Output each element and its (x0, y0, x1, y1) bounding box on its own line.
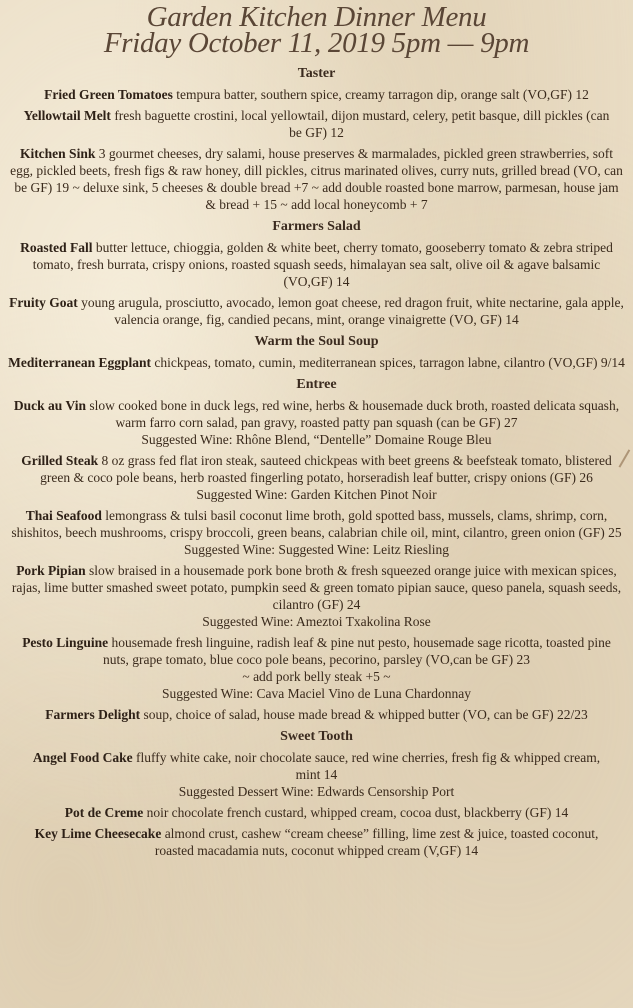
item-description: housemade fresh linguine, radish leaf & pine nut pesto, housemade sage ricotta, toasted pine nuts, grape tomato, blue coco pole beans, pecorino, parsley (VO,can be GF) 23 (103, 635, 611, 667)
menu-title: Garden Kitchen Dinner Menu (146, 1, 487, 33)
item-description: slow braised in a housemade pork bone broth & fresh squeezed orange juice with mexican spices, rajas, lime butter smashed sweet potato, pumpkin seed & green tomato pipian sauce, queso panela, squash seeds, cilantro (GF) 24 (11, 563, 622, 612)
menu-item (8, 562, 625, 630)
menu-item (8, 86, 625, 103)
item-description: butter lettuce, chioggia, golden & white beet, cherry tomato, gooseberry tomato & zebra striped tomato, fresh burrata, crispy onions, roasted squash seeds, himalayan sea salt, olive oil & agave balsamic (VO,GF) 14 (32, 240, 613, 289)
wine-pairing: Suggested Dessert Wine: Edwards Censorship Port (178, 784, 455, 799)
item-description: fluffy white cake, noir chocolate sauce, red wine cherries, fresh fig & whipped cream, mint 14 (132, 750, 601, 782)
item-name: Angel Food Cake (32, 750, 133, 765)
item-name: Roasted Fall (20, 240, 93, 255)
item-description: lemongrass & tulsi basil coconut lime broth, gold spotted bass, mussels, clams, shrimp, corn, shishitos, beech mushrooms, crispy broccoli, green beans, calabrian chile oil, mint, cilantro, green onion (GF) 25 (11, 508, 622, 540)
menu-item (8, 634, 625, 702)
item-description: soup, choice of salad, house made bread & whipped butter (VO, can be GF) 22/23 (140, 707, 588, 722)
menu-item (8, 749, 625, 800)
item-name: Mediterranean Eggplant (8, 355, 151, 370)
menu-date: Friday October 11, 2019 5pm — 9pm (103, 27, 530, 59)
item-name: Thai Seafood (25, 508, 102, 523)
section-heading-salad: Farmers Salad (272, 219, 361, 234)
item-name: Grilled Steak (21, 453, 99, 468)
item-name: Pot de Creme (64, 805, 144, 820)
wine-pairing: Suggested Wine: Rhône Blend, “Dentelle” Domaine Rouge Bleu (141, 432, 492, 447)
menu-item (8, 706, 625, 723)
section-heading-dessert: Sweet Tooth (280, 729, 353, 744)
menu-item (8, 107, 625, 141)
item-description: chickpeas, tomato, cumin, mediterranean spices, tarragon labne, cilantro (VO,GF) 9/14 (151, 355, 625, 370)
menu-item (8, 507, 625, 558)
wine-pairing: Suggested Wine: Garden Kitchen Pinot Noir (196, 487, 437, 502)
menu-item (8, 145, 625, 213)
item-name: Fruity Goat (9, 295, 78, 310)
item-name: Duck au Vin (13, 398, 86, 413)
wine-pairing: Suggested Wine: Suggested Wine: Leitz Riesling (183, 542, 449, 557)
item-description: fresh baguette crostini, local yellowtail, dijon mustard, celery, petit basque, dill pickles (can be GF) 12 (110, 108, 610, 140)
section-heading-soup: Warm the Soul Soup (254, 334, 379, 349)
item-name: Farmers Delight (45, 707, 141, 722)
menu-item (8, 452, 625, 503)
item-description: 3 gourmet cheeses, dry salami, house preserves & marmalades, pickled green strawberries, soft egg, pickled beets, fresh figs & raw honey, dill pickles, citrus marinated olives, curry nuts, grilled bread (VO, can be GF) 19 ~ deluxe sink, 5 cheeses & double bread +7 ~ add double roasted bone marrow, parmesan, house jam & bread + 15 ~ add local honeycomb + 7 (10, 146, 623, 212)
item-name: Yellowtail Melt (23, 108, 111, 123)
wine-pairing: Suggested Wine: Ameztoi Txakolina Rose (202, 614, 431, 629)
item-name: Key Lime Cheesecake (34, 826, 162, 841)
menu-item (8, 804, 625, 821)
item-description: 8 oz grass fed flat iron steak, sauteed chickpeas with beet greens & beefsteak tomato, blistered green & coco pole beans, herb roasted fingerling potato, horseradish leaf butter, crispy onions (GF) 26 (40, 453, 612, 485)
section-heading-entree: Entree (296, 377, 337, 392)
menu-item (8, 825, 625, 859)
item-description: tempura batter, southern spice, creamy tarragon dip, orange salt (VO,GF) 12 (172, 87, 589, 102)
item-description: noir chocolate french custard, whipped cream, cocoa dust, blackberry (GF) 14 (143, 805, 569, 820)
menu-item (8, 354, 625, 371)
item-description: almond crust, cashew “cream cheese” filling, lime zest & juice, toasted coconut, roasted macadamia nuts, coconut whipped cream (V,GF) 14 (154, 826, 599, 858)
item-name: Pork Pipian (16, 563, 86, 578)
item-description: slow cooked bone in duck legs, red wine, herbs & housemade duck broth, roasted delicata squash, warm farro corn salad, pan gravy, roasted patty pan squash (can be GF) 27 (85, 398, 620, 430)
menu-item (8, 239, 625, 290)
item-description: young arugula, prosciutto, avocado, lemon goat cheese, red dragon fruit, white nectarine, gala apple, valencia orange, fig, candied pecans, mint, orange vinaigrette (VO, GF) 14 (77, 295, 624, 327)
item-name: Fried Green Tomatoes (44, 87, 173, 102)
section-heading-taster: Taster (297, 66, 336, 81)
item-addon: ~ add pork belly steak +5 ~ (242, 669, 391, 684)
menu-item (8, 397, 625, 448)
menu-item (8, 294, 625, 328)
item-name: Pesto Linguine (22, 635, 109, 650)
item-name: Kitchen Sink (19, 146, 96, 161)
wine-pairing: Suggested Wine: Cava Maciel Vino de Luna Chardonnay (162, 686, 471, 701)
